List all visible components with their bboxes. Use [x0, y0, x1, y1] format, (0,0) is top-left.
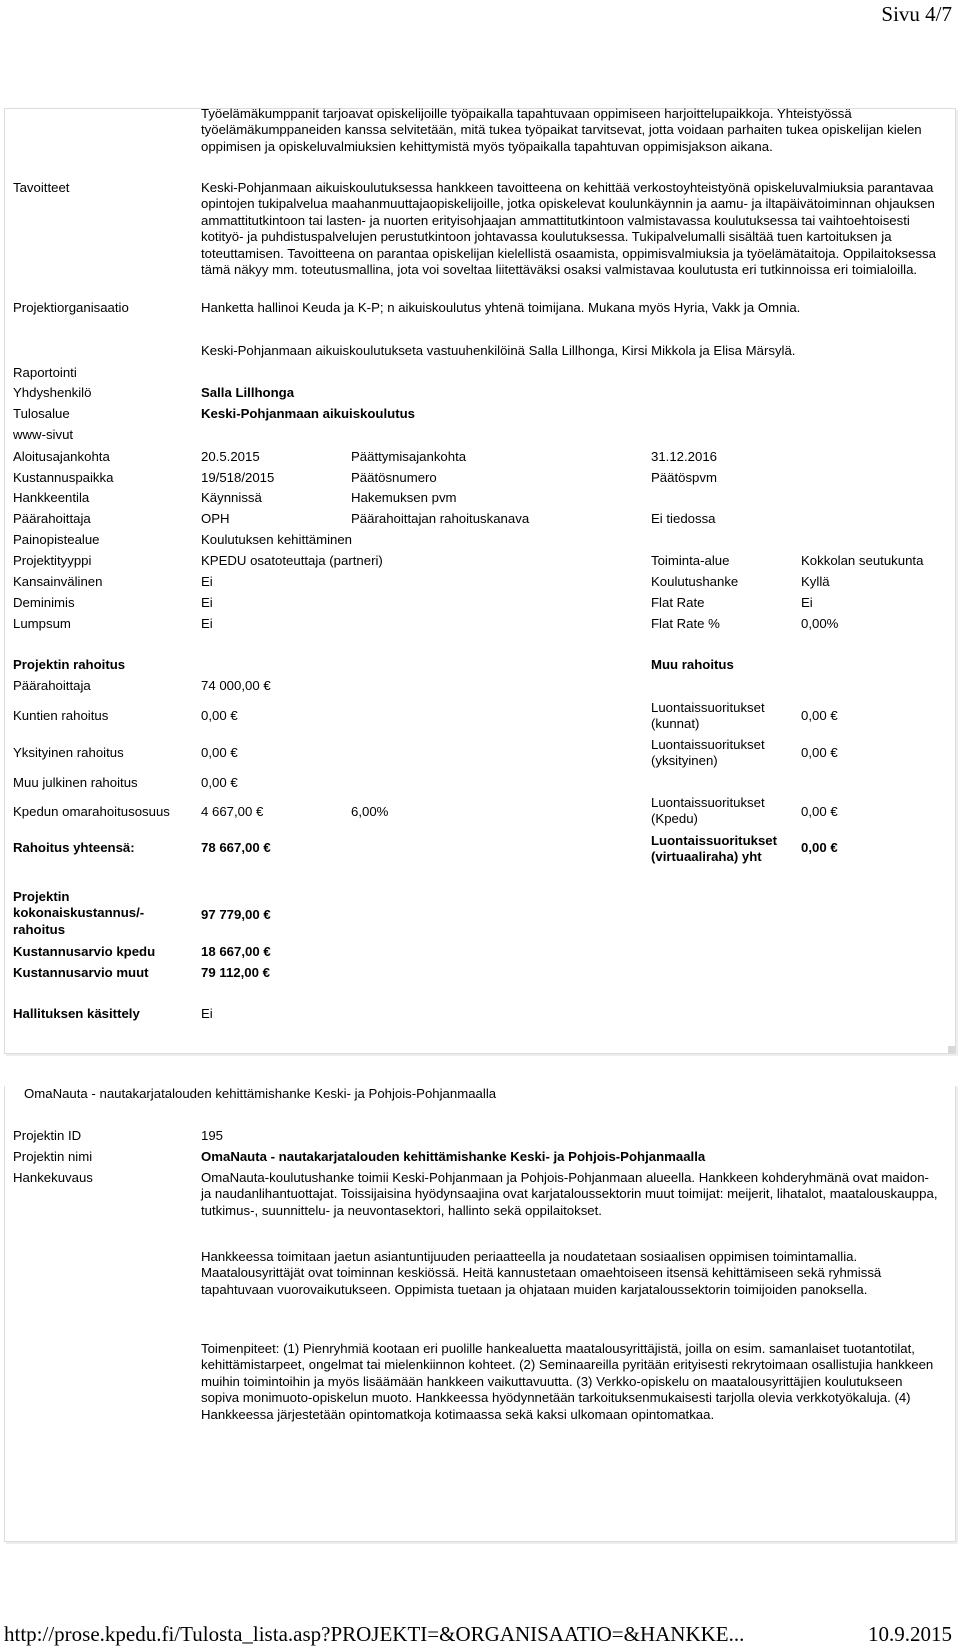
projektin-id-value: 195 [201, 1128, 224, 1143]
www-label: www-sivut [13, 427, 74, 442]
paarahoittaja-label: Päärahoittaja [13, 511, 91, 526]
kpedu-label: Kustannusarvio kpedu [13, 944, 156, 959]
lk3-value: 0,00 € [801, 804, 838, 819]
yhdyshenkilo-label: Yhdyshenkilö [13, 385, 92, 400]
box-corner-marker [948, 1046, 955, 1053]
tulosalue-value: Keski-Pohjanmaan aikuiskoulutus [201, 406, 415, 421]
hallitus-value: Ei [201, 1006, 213, 1021]
kunta-label: Kuntien rahoitus [13, 708, 109, 723]
r-paarahoittaja-value: 74 000,00 € [201, 678, 271, 693]
projektin-id-label: Projektin ID [13, 1128, 82, 1143]
lk2-value: 0,00 € [801, 745, 838, 760]
paattymis-value: 31.12.2016 [651, 449, 718, 464]
flatrate-value: Ei [801, 595, 813, 610]
yhteensa-label: Rahoitus yhteensä: [13, 840, 135, 855]
tavoitteet-text: Keski-Pohjanmaan aikuiskoulutuksessa hankkeen tavoitteena on kehittää verkostoyhteistyönä opiskeluvalmiuksia parantavaa opintojen tukipalvelua maahanmuuttajaopiskelijoille, jotka opiskelevat koulunkäynnin ja aamu- ja iltapäivätoiminnan ohjauksen ammattitutkintoon tai lasten- ja nuorten erityisohjaajan ammattitutkintoon valmistavassa koulutuksessa tai vaihtoehtoisesti kotityö- ja puhdistuspalvelujen perustutkintoon johtavassa koulutuksessa. Tukipalvelumalli sisältää tuen kartoituksen ja toteuttamisen. Tavoitteena on parantaa opiskelijan kielellistä osaamista, oppimisvalmiuksia ja työelämätaitoja. Oppilaitoksessa tämä näkyy mm. toteutusmallina, jota voi soveltaa liitettäväksi osaksi valmistavaa koulutusta eri tutkinnoissa eri toimialoilla. [201, 180, 936, 278]
org-label: Projektiorganisaatio [13, 300, 129, 315]
omarahoitus-label: Kpedun omarahoitusosuus [13, 804, 170, 819]
muujulkinen-value: 0,00 € [201, 775, 238, 790]
omanauta-legend-title: OmaNauta - nautakarjatalouden kehittämishanke Keski- ja Pohjois-Pohjanmaalla [20, 1086, 500, 1102]
lk2-label: Luontaissuoritukset (yksityinen) [651, 737, 765, 769]
lk1-label: Luontaissuoritukset (kunnat) [651, 700, 765, 732]
projektin-nimi-value: OmaNauta - nautakarjatalouden kehittämishanke Keski- ja Pohjois-Pohjanmaalla [201, 1149, 706, 1164]
deminimis-value: Ei [201, 595, 213, 610]
kanava-value: Ei tiedossa [651, 511, 716, 526]
hankekuvaus-paragraph-2: Hankkeessa toimitaan jaetun asiantuntijuuden periaatteella ja noudatetaan sosiaalisen oppimisen toimintamallia. Maatalousyrittäjät ovat toiminnan keskiössä. Heitä kannustetaan omaehtoiseen itsensä kehittämiseen sekä ryhmissä tapahtuvaan vuorovaikutukseen. Oppimista tuetaan ja ohjataan muiden karjataloussektorin toimijoiden panoksella. [201, 1249, 882, 1297]
org-text-1: Hanketta hallinoi Keuda ja K-P; n aikuiskoulutus yhtenä toimijana. Mukana myös Hyria, Vakk ja Omnia. [201, 300, 801, 315]
footer-url: http://prose.kpedu.fi/Tulosta_lista.asp?PROJEKTI=&ORGANISAATIO=&HANKKE... [4, 1622, 745, 1646]
lumpsum-label: Lumpsum [13, 616, 71, 631]
lk4-label: Luontaissuoritukset (virtuaaliraha) yht [651, 833, 778, 865]
kv-value: Ei [201, 574, 213, 589]
org-text-2: Keski-Pohjanmaan aikuiskoulutukseta vastuuhenkilöinä Salla Lillhonga, Kirsi Mikkola ja Elisa Märsylä. [201, 343, 796, 358]
kokonais-value: 97 779,00 € [201, 907, 271, 922]
yksityinen-value: 0,00 € [201, 745, 238, 760]
projektin-nimi-label: Projektin nimi [13, 1149, 93, 1164]
kpedu-value: 18 667,00 € [201, 944, 271, 959]
tulosalue-label: Tulosalue [13, 406, 70, 421]
flatrate-label: Flat Rate [651, 595, 705, 610]
footer-date: 10.9.2015 [868, 1622, 952, 1646]
yhteensa-value: 78 667,00 € [201, 840, 271, 855]
paatosnumero-label: Päätösnumero [351, 470, 437, 485]
paarahoittaja-value: OPH [201, 511, 230, 526]
deminimis-label: Deminimis [13, 595, 75, 610]
hankekuvaus-paragraph-3: Toimenpiteet: (1) Pienryhmiä kootaan eri puolille hankealuetta maatalousyrittäjistä, joilla on esim. samanlaiset tuotantotilat, kehittämistarpeet, ongelmat tai mielenkiinnon kohteet. (2) Seminaareilla pyritään erityisesti rekrytoimaan osallistujia hankkeen muihin toimintoihin ja myös lisäämään hankkeen vaikuttavuutta. (3) Verkko-opiskelu on maatalousyrittäjien koulutukseen sopiva monimuoto-opiskelun muoto. Hankkeessa hyödynnetään tarkoituksenmukaisesti tarjolla olevia verkkotyökaluja. (4) Hankkeessa järjestetään opintomatkoja kotimaassa sekä kaksi ulkomaan opintomatkaa. [201, 1341, 934, 1422]
hankekuvaus-label: Hankekuvaus [13, 1170, 93, 1185]
intro-text: Työelämäkumppanit tarjoavat opiskelijoille työpaikalla tapahtuvaan oppimiseen harjoittelupaikkoja. Yhteistyössä työelämäkumppaneiden kanssa selvitetään, mitä tukea työpaikat tarvitsevat, jotta voidaan parhaiten tukea opiskelijan kielen oppimisen ja opiskeluvalmiuksien kehittymistä myös työpaikalla tapahtuvan oppimisjakson aikana. [201, 106, 922, 154]
toiminta-label: Toiminta-alue [651, 553, 730, 568]
muut-value: 79 112,00 € [201, 965, 270, 980]
kunta-value: 0,00 € [201, 708, 238, 723]
yksityinen-label: Yksityinen rahoitus [13, 745, 124, 760]
flatratepct-value: 0,00% [801, 616, 839, 631]
aloitus-label: Aloitusajankohta [13, 449, 110, 464]
rahoitus-heading: Projektin rahoitus [13, 657, 126, 672]
hankekuvaus-paragraph-1: OmaNauta-koulutushanke toimii Keski-Pohjanmaan ja Pohjois-Pohjanmaan alueella. Hankkeen kohderyhmänä ovat maidon- ja naudanlihantuottajat. Toissijaisina hyödynsaajina ovat karjataloussektorin muut toimijat: meijerit, lihatalot, maatalouskauppa, tutkimus-, suunnittelu- ja neuvontasektori, hallinto sekä oppilaitokset. [201, 1170, 938, 1218]
tyyppi-label: Projektityyppi [13, 553, 92, 568]
kustannuspaikka-label: Kustannuspaikka [13, 470, 114, 485]
tavoitteet-label: Tavoitteet [13, 180, 70, 195]
raportointi-label: Raportointi [13, 365, 77, 380]
tyyppi-value: KPEDU osatoteuttaja (partneri) [201, 553, 383, 568]
kanava-label: Päärahoittajan rahoituskanava [351, 511, 530, 526]
page-number: Sivu 4/7 [881, 2, 952, 26]
r-paarahoittaja-label: Päärahoittaja [13, 678, 91, 693]
lk4-value: 0,00 € [801, 840, 838, 855]
koulutushanke-label: Koulutushanke [651, 574, 739, 589]
muut-label: Kustannusarvio muut [13, 965, 149, 980]
kv-label: Kansainvälinen [13, 574, 103, 589]
painopiste-label: Painopistealue [13, 532, 100, 547]
koulutushanke-value: Kyllä [801, 574, 830, 589]
flatratepct-label: Flat Rate % [651, 616, 720, 631]
lk1-value: 0,00 € [801, 708, 838, 723]
kustannuspaikka-value: 19/518/2015 [201, 470, 275, 485]
painopiste-value: Koulutuksen kehittäminen [201, 532, 353, 547]
omarahoitus-percent: 6,00% [351, 804, 389, 819]
omarahoitus-value: 4 667,00 € [201, 804, 264, 819]
lumpsum-value: Ei [201, 616, 213, 631]
hankkeentila-value: Käynnissä [201, 490, 262, 505]
aloitus-value: 20.5.2015 [201, 449, 260, 464]
hallitus-label: Hallituksen käsittely [13, 1006, 140, 1021]
paatospvm-label: Päätöspvm [651, 470, 717, 485]
paattymis-label: Päättymisajankohta [351, 449, 467, 464]
kokonais-label: Projektin kokonaiskustannus/- rahoitus [13, 889, 145, 937]
hankkeentila-label: Hankkeentila [13, 490, 90, 505]
muujulkinen-label: Muu julkinen rahoitus [13, 775, 138, 790]
yhdyshenkilo-value: Salla Lillhonga [201, 385, 295, 400]
muu-rahoitus-heading: Muu rahoitus [651, 657, 734, 672]
toiminta-value: Kokkolan seutukunta [801, 553, 924, 568]
hakemuksen-label: Hakemuksen pvm [351, 490, 457, 505]
lk3-label: Luontaissuoritukset (Kpedu) [651, 795, 765, 827]
